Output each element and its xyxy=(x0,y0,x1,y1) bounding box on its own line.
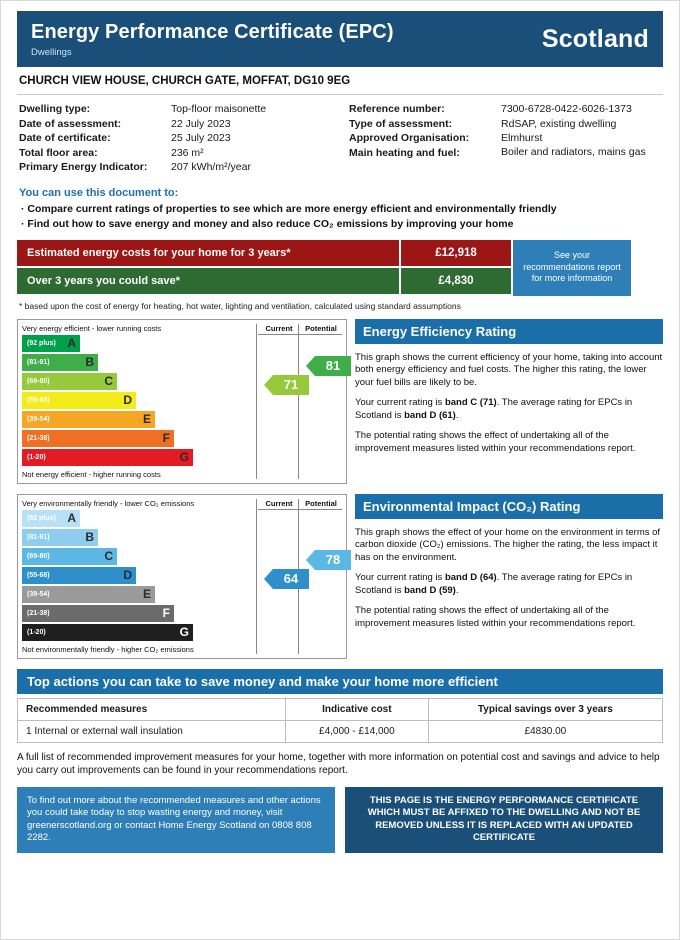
table-header-row xyxy=(18,698,663,720)
estimated-cost-row xyxy=(17,240,511,266)
details-values-left xyxy=(171,102,266,175)
estimated-cost-value: £12,918 xyxy=(399,240,511,266)
band-letter: C xyxy=(104,374,113,388)
certificate-notice-box: THIS PAGE IS THE ENERGY PERFORMANCE CERTIFICATE WHICH MUST BE AFFIXED TO THE DWELLING AND NOT BE REMOVED UNLESS IT IS REPLACED WITH AN UPDATED CERTIFICATE xyxy=(345,787,663,853)
co2-text-p3: The potential rating shows the effect of undertaking all of the improvement measures listed within your recommendations report. xyxy=(355,605,636,629)
energy-current-band: band C (71) xyxy=(444,397,497,408)
details-values-right xyxy=(501,102,646,175)
potential-saving-value: £4,830 xyxy=(399,268,511,294)
column-header-potential: Potential xyxy=(300,499,342,510)
use-document-heading: You can use this document to: xyxy=(19,186,179,199)
co2-p2-prefix: Your current rating is xyxy=(355,572,445,583)
energy-graph-column-headers xyxy=(258,324,342,335)
full-list-note: A full list of recommended improvement measures for your home, together with more information on potential cost and savings and advice to help you carry out improvements can be found in your recommendations report. xyxy=(17,751,660,776)
top-actions-table xyxy=(17,698,663,743)
energy-costs-block xyxy=(17,240,663,296)
co2-text-p2 xyxy=(355,572,663,597)
detail-label: Dwelling type: xyxy=(19,103,91,115)
estimated-cost-label: Estimated energy costs for your home for 3 years* xyxy=(17,240,399,266)
graph-divider xyxy=(256,499,257,654)
page-subtitle: Dwellings xyxy=(31,46,72,58)
cost-footnote: * based upon the cost of energy for heating, hot water, lighting and ventilation, calculated using standard assumptions xyxy=(19,300,461,311)
band-letter: F xyxy=(162,606,170,620)
co2-graph-caption-top: Very environmentally friendly - lower CO₂ emissions xyxy=(22,498,195,508)
band-bar-c xyxy=(22,548,117,565)
energy-p2-suffix: . xyxy=(455,409,459,421)
band-range: (55-68) xyxy=(27,396,50,404)
co2-text-p1: This graph shows the effect of your home on the environment in terms of carbon dioxide (CO₂) emissions. The higher the rating, the less impact it has on the environment. xyxy=(355,526,661,563)
band-range: (69-80) xyxy=(27,377,50,385)
use-document-bullets xyxy=(17,202,663,232)
band-bar-f xyxy=(22,430,174,447)
potential-saving-row xyxy=(17,268,511,294)
page-header xyxy=(17,11,663,67)
band-letter: E xyxy=(142,412,151,426)
column-header-current: Current xyxy=(258,499,300,510)
co2-text xyxy=(355,494,663,659)
band-bar-d xyxy=(22,567,136,584)
energy-text-p2 xyxy=(355,397,663,422)
energy-text-p1: This graph shows the current efficiency of your home, taking into account both energy efficiency and fuel costs. The higher this rating, the lower your fuel bills are likely to be. xyxy=(355,351,663,388)
band-bar-b xyxy=(22,354,98,371)
detail-value: 25 July 2023 xyxy=(171,132,231,144)
band-range: (1-20) xyxy=(27,453,46,461)
band-letter: A xyxy=(67,336,76,350)
energy-graph-caption-bottom: Not energy efficient - higher running costs xyxy=(22,469,161,479)
detail-value: 236 m² xyxy=(171,146,204,159)
detail-label: Date of assessment: xyxy=(19,117,122,130)
band-bar-e xyxy=(22,411,155,428)
dwelling-details xyxy=(17,95,663,179)
rating-value: 71 xyxy=(273,375,309,395)
details-labels-right xyxy=(349,102,501,175)
band-letter: E xyxy=(142,587,151,601)
savings-cell: £4830.00 xyxy=(428,720,662,742)
column-header-savings: Typical savings over 3 years xyxy=(428,698,662,720)
co2-rating-section xyxy=(17,494,663,659)
band-range: (92 plus) xyxy=(27,339,56,347)
rating-arrow xyxy=(306,356,351,376)
graph-divider xyxy=(256,324,257,479)
energy-p2-mid: . The average rating for EPCs in Scotland is xyxy=(355,397,633,421)
detail-label: Type of assessment: xyxy=(349,117,453,130)
band-range: (21-38) xyxy=(27,609,50,617)
band-bar-a xyxy=(22,510,80,527)
detail-label: Primary Energy Indicator: xyxy=(19,161,148,173)
band-bar-g xyxy=(22,449,193,466)
co2-p2-suffix: . xyxy=(455,584,459,596)
footer-boxes xyxy=(17,787,663,853)
column-header-measures: Recommended measures xyxy=(18,698,286,720)
bullet-item: · Find out how to save energy and money and also reduce CO₂ emissions by improving your home xyxy=(21,217,663,232)
detail-value: RdSAP, existing dwelling xyxy=(501,117,617,130)
co2-p2-mid: . The average rating for EPCs in Scotland is xyxy=(355,572,633,596)
band-letter: C xyxy=(104,549,113,563)
details-column-right xyxy=(349,102,661,175)
details-labels-left xyxy=(19,102,171,175)
co2-average-band: band D (59) xyxy=(404,584,456,596)
band-range: (1-20) xyxy=(27,628,46,636)
detail-label: Total floor area: xyxy=(19,146,98,159)
band-bar-c xyxy=(22,373,117,390)
details-column-left xyxy=(19,102,349,175)
top-actions-title: Top actions you can take to save money and make your home more efficient xyxy=(17,669,663,694)
page-title: Energy Performance Certificate (EPC) xyxy=(31,20,394,43)
band-bar-g xyxy=(22,624,193,641)
rating-arrow xyxy=(264,375,309,395)
band-letter: G xyxy=(179,625,189,639)
bullet-item: · Compare current ratings of properties to see which are more energy efficient and environmentally friendly xyxy=(21,202,663,217)
cost-cell: £4,000 - £14,000 xyxy=(285,720,428,742)
column-header-potential: Potential xyxy=(300,324,342,335)
co2-graph-column-headers xyxy=(258,499,342,510)
rating-value: 81 xyxy=(315,356,351,376)
band-letter: B xyxy=(85,530,94,544)
band-bar-e xyxy=(22,586,155,603)
band-letter: F xyxy=(162,431,170,445)
detail-label: Date of certificate: xyxy=(19,132,111,144)
band-range: (21-38) xyxy=(27,434,50,442)
band-bar-b xyxy=(22,529,98,546)
recommendations-note: See your recommendations report for more information xyxy=(513,240,631,296)
energy-efficiency-graph xyxy=(17,319,347,484)
detail-label: Approved Organisation: xyxy=(349,132,470,144)
co2-graph-caption-bottom: Not environmentally friendly - higher CO₂ emissions xyxy=(22,644,194,654)
band-range: (55-68) xyxy=(27,571,50,579)
band-range: (81-91) xyxy=(27,358,50,366)
detail-label: Reference number: xyxy=(349,103,445,115)
band-letter: B xyxy=(85,355,94,369)
co2-band-bars xyxy=(22,510,262,643)
rating-arrow xyxy=(264,569,309,589)
band-bar-f xyxy=(22,605,174,622)
rating-arrow xyxy=(306,550,351,570)
energy-average-band: band D (61) xyxy=(404,409,456,421)
energy-graph-body xyxy=(22,335,342,468)
co2-current-band: band D (64) xyxy=(444,572,497,583)
detail-value: 7300-6728-0422-6026-1373 xyxy=(501,103,632,115)
column-header-cost: Indicative cost xyxy=(285,698,428,720)
region-label: Scotland xyxy=(541,24,649,53)
band-range: (39-54) xyxy=(27,590,50,598)
band-letter: A xyxy=(67,511,76,525)
detail-label: Main heating and fuel: xyxy=(349,146,460,159)
energy-band-bars xyxy=(22,335,262,468)
detail-value: Boiler and radiators, mains gas xyxy=(501,145,646,158)
cost-rows xyxy=(17,240,511,296)
band-range: (92 plus) xyxy=(27,514,56,522)
energy-efficiency-text xyxy=(355,319,663,484)
detail-value: Elmhurst xyxy=(501,132,543,144)
band-bar-a xyxy=(22,335,80,352)
energy-efficiency-section xyxy=(17,319,663,484)
property-address: CHURCH VIEW HOUSE, CHURCH GATE, MOFFAT, DG10 9EG xyxy=(17,67,663,95)
band-letter: D xyxy=(123,568,132,582)
column-header-current: Current xyxy=(258,324,300,335)
band-range: (69-80) xyxy=(27,552,50,560)
graph-divider xyxy=(298,324,299,479)
band-bar-d xyxy=(22,392,136,409)
band-letter: G xyxy=(179,450,189,464)
band-range: (81-91) xyxy=(27,533,50,541)
table-row xyxy=(18,720,663,742)
detail-value: Top-floor maisonette xyxy=(171,103,267,115)
band-range: (39-54) xyxy=(27,415,50,423)
header-left xyxy=(31,21,394,58)
energy-p2-prefix: Your current rating is xyxy=(355,397,445,408)
energy-text-p3: The potential rating shows the effect of undertaking all of the improvement measures listed within your recommendations report. xyxy=(355,430,636,454)
co2-title: Environmental Impact (CO₂) Rating xyxy=(355,494,663,519)
greener-scotland-box: To find out more about the recommended measures and other actions you could take today to stop wasting energy and money, visit greenerscotland.org or contact Home Energy Scotland on 0808 808 2282. xyxy=(17,787,335,853)
band-letter: D xyxy=(123,393,132,407)
potential-saving-label: Over 3 years you could save* xyxy=(17,268,399,294)
detail-value: 207 kWh/m²/year xyxy=(171,161,251,173)
measure-cell: 1 Internal or external wall insulation xyxy=(18,720,286,742)
energy-efficiency-title: Energy Efficiency Rating xyxy=(355,319,663,344)
detail-value: 22 July 2023 xyxy=(171,117,231,130)
rating-value: 64 xyxy=(273,569,309,589)
rating-value: 78 xyxy=(315,550,351,570)
co2-graph xyxy=(17,494,347,659)
energy-graph-caption-top: Very energy efficient - lower running costs xyxy=(22,323,162,333)
